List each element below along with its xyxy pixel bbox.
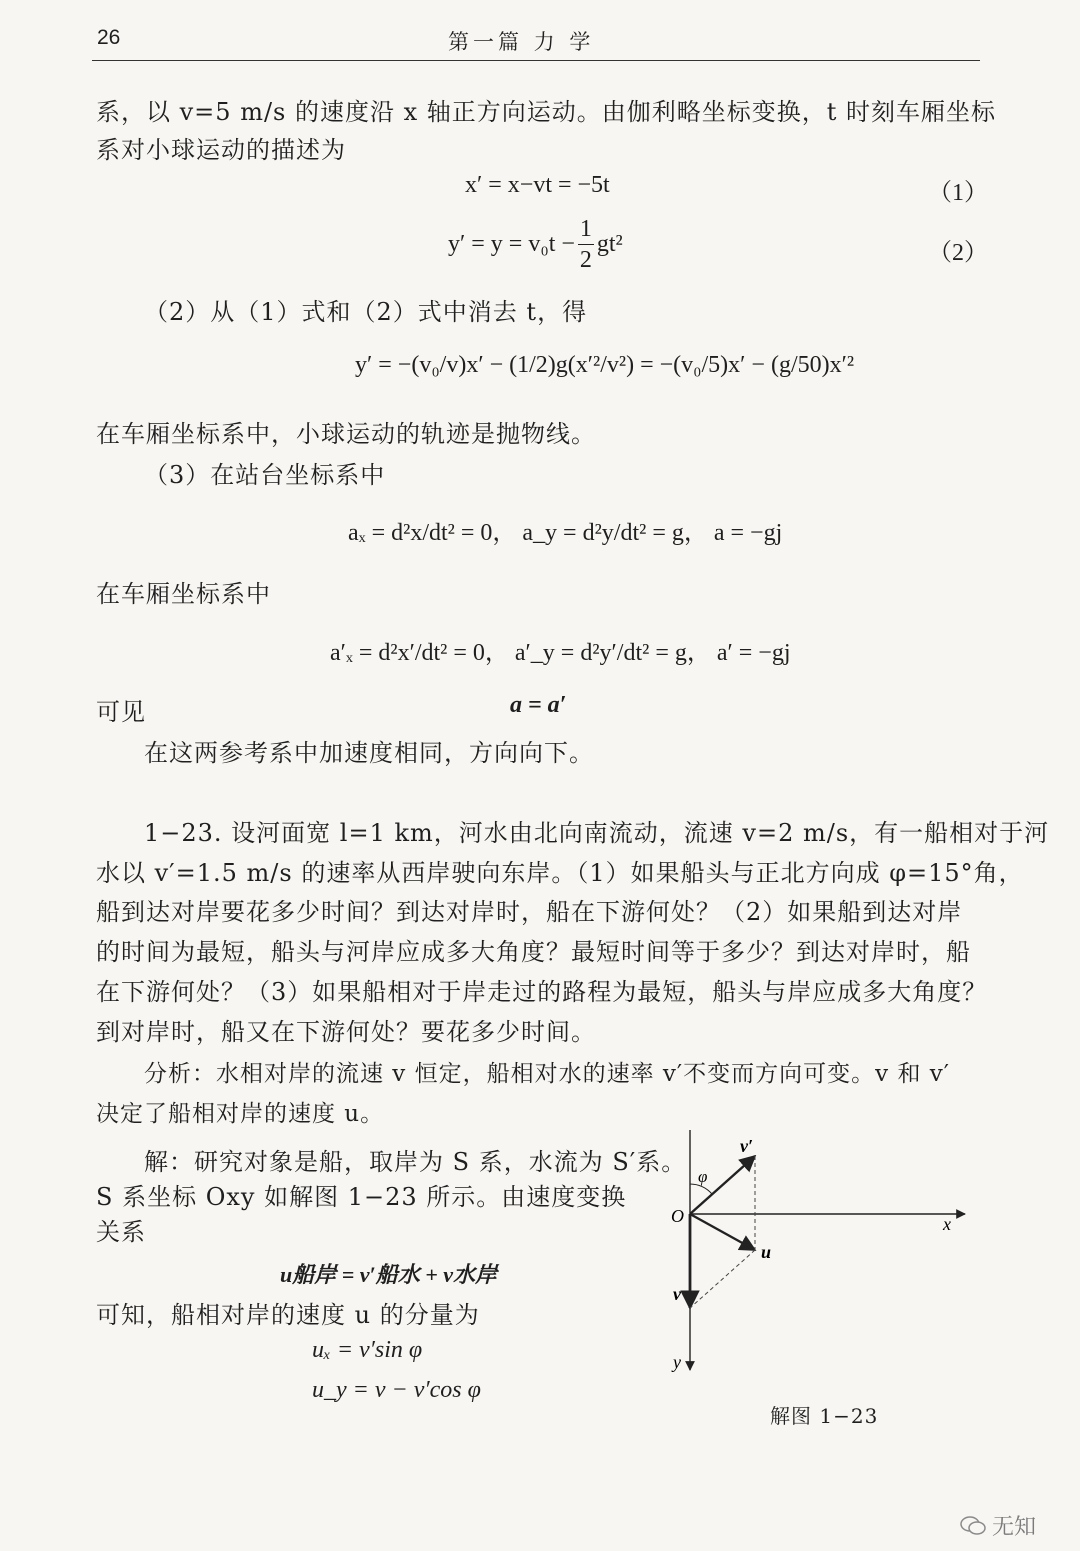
v-label: v xyxy=(673,1284,681,1304)
solution-line: S 系坐标 Oxy 如解图 1−23 所示。由速度变换 xyxy=(96,1183,627,1211)
eq2-prefix: y′ = y = v₀t − xyxy=(448,231,575,257)
equation-1: x′ = x−vt = −5t xyxy=(465,172,610,198)
eq2-suffix: gt² xyxy=(596,231,623,257)
para-line: （2）从（1）式和（2）式中消去 t，得 xyxy=(144,298,588,326)
analysis-line: 分析：水相对岸的流速 v 恒定，船相对水的速率 v′不变而方向可变。v 和 v′ xyxy=(144,1061,950,1087)
para-line: 在车厢坐标系中 xyxy=(96,580,271,608)
solution-line: 关系 xyxy=(96,1218,146,1246)
analysis-line: 决定了船相对岸的速度 u。 xyxy=(96,1101,385,1127)
problem-line: 水以 v′=1.5 m/s 的速率从西岸驶向东岸。（1）如果船头与正北方向成 φ=15°角， xyxy=(96,859,1024,887)
dashed-guide xyxy=(690,1250,755,1308)
x-axis-label: x xyxy=(943,1214,951,1234)
frac-num: 1 xyxy=(578,214,594,245)
running-head: 第一篇 力 学 xyxy=(448,30,595,54)
velocity-diagram xyxy=(660,1130,980,1420)
problem-line: 的时间为最短，船头与河岸应成多大角度？最短时间等于多少？到达对岸时，船 xyxy=(96,938,971,966)
problem-line: 1−23. 设河面宽 l=1 km，河水由北向南流动，流速 v=2 m/s，有一船相对于河 xyxy=(144,819,1050,847)
equation-ux: uₓ = v′sin φ xyxy=(312,1337,423,1363)
equation-5: a′ₓ = d²x′/dt² = 0， a′_y = d²y′/dt² = g， a′ = −gj xyxy=(330,640,791,666)
eq2-fraction xyxy=(578,214,594,275)
phi-label: φ xyxy=(698,1167,708,1186)
para-line: 可见 xyxy=(96,698,146,726)
equation-uy: u_y = v − v′cos φ xyxy=(312,1377,481,1403)
problem-line: 船到达对岸要花多少时间？到达对岸时，船在下游何处？（2）如果船到达对岸 xyxy=(96,898,963,926)
figure-caption: 解图 1−23 xyxy=(770,1404,879,1428)
para-line: 系，以 v=5 m/s 的速度沿 x 轴正方向运动。由伽利略坐标变换，t 时刻车厢坐标 xyxy=(96,98,997,126)
y-axis-label: y xyxy=(673,1352,681,1372)
equation-6: a = a′ xyxy=(510,692,567,718)
chat-bubble-icon xyxy=(960,1515,986,1537)
equation-2 xyxy=(448,214,623,275)
problem-line: 在下游何处？（3）如果船相对于岸走过的路程为最短，船头与岸应成多大角度？ xyxy=(96,978,988,1006)
problem-line: 到对岸时，船又在下游何处？要花多少时间。 xyxy=(96,1018,596,1046)
equation-3: y′ = −(v₀/v)x′ − (1/2)g(x′²/v²) = −(v₀/5)x′ − (g/50)x′² xyxy=(355,352,855,378)
u-label: u xyxy=(761,1242,772,1262)
watermark-text: 无知 xyxy=(992,1515,1037,1540)
vprime-label: v′ xyxy=(740,1136,754,1156)
u-arrow xyxy=(690,1214,755,1250)
header-rule xyxy=(92,60,980,61)
equation-number-1: （1） xyxy=(928,180,988,206)
page-number: 26 xyxy=(97,26,121,49)
para-line: （3）在站台坐标系中 xyxy=(144,461,386,489)
watermark xyxy=(960,1510,1036,1541)
frac-den: 2 xyxy=(579,247,592,273)
origin-label: O xyxy=(671,1206,684,1226)
equation-number-2: （2） xyxy=(928,240,988,266)
equation-transform: u船岸 = v′船水 + v水岸 xyxy=(280,1262,498,1287)
para-line: 在车厢坐标系中，小球运动的轨迹是抛物线。 xyxy=(96,420,596,448)
para-line: 在这两参考系中加速度相同，方向向下。 xyxy=(144,739,594,767)
solution-line: 可知，船相对岸的速度 u 的分量为 xyxy=(96,1301,480,1329)
equation-4: aₓ = d²x/dt² = 0， a_y = d²y/dt² = g， a = −gj xyxy=(348,520,783,546)
para-line: 系对小球运动的描述为 xyxy=(96,136,346,164)
solution-line: 解：研究对象是船，取岸为 S 系，水流为 S′系。 xyxy=(144,1148,687,1176)
